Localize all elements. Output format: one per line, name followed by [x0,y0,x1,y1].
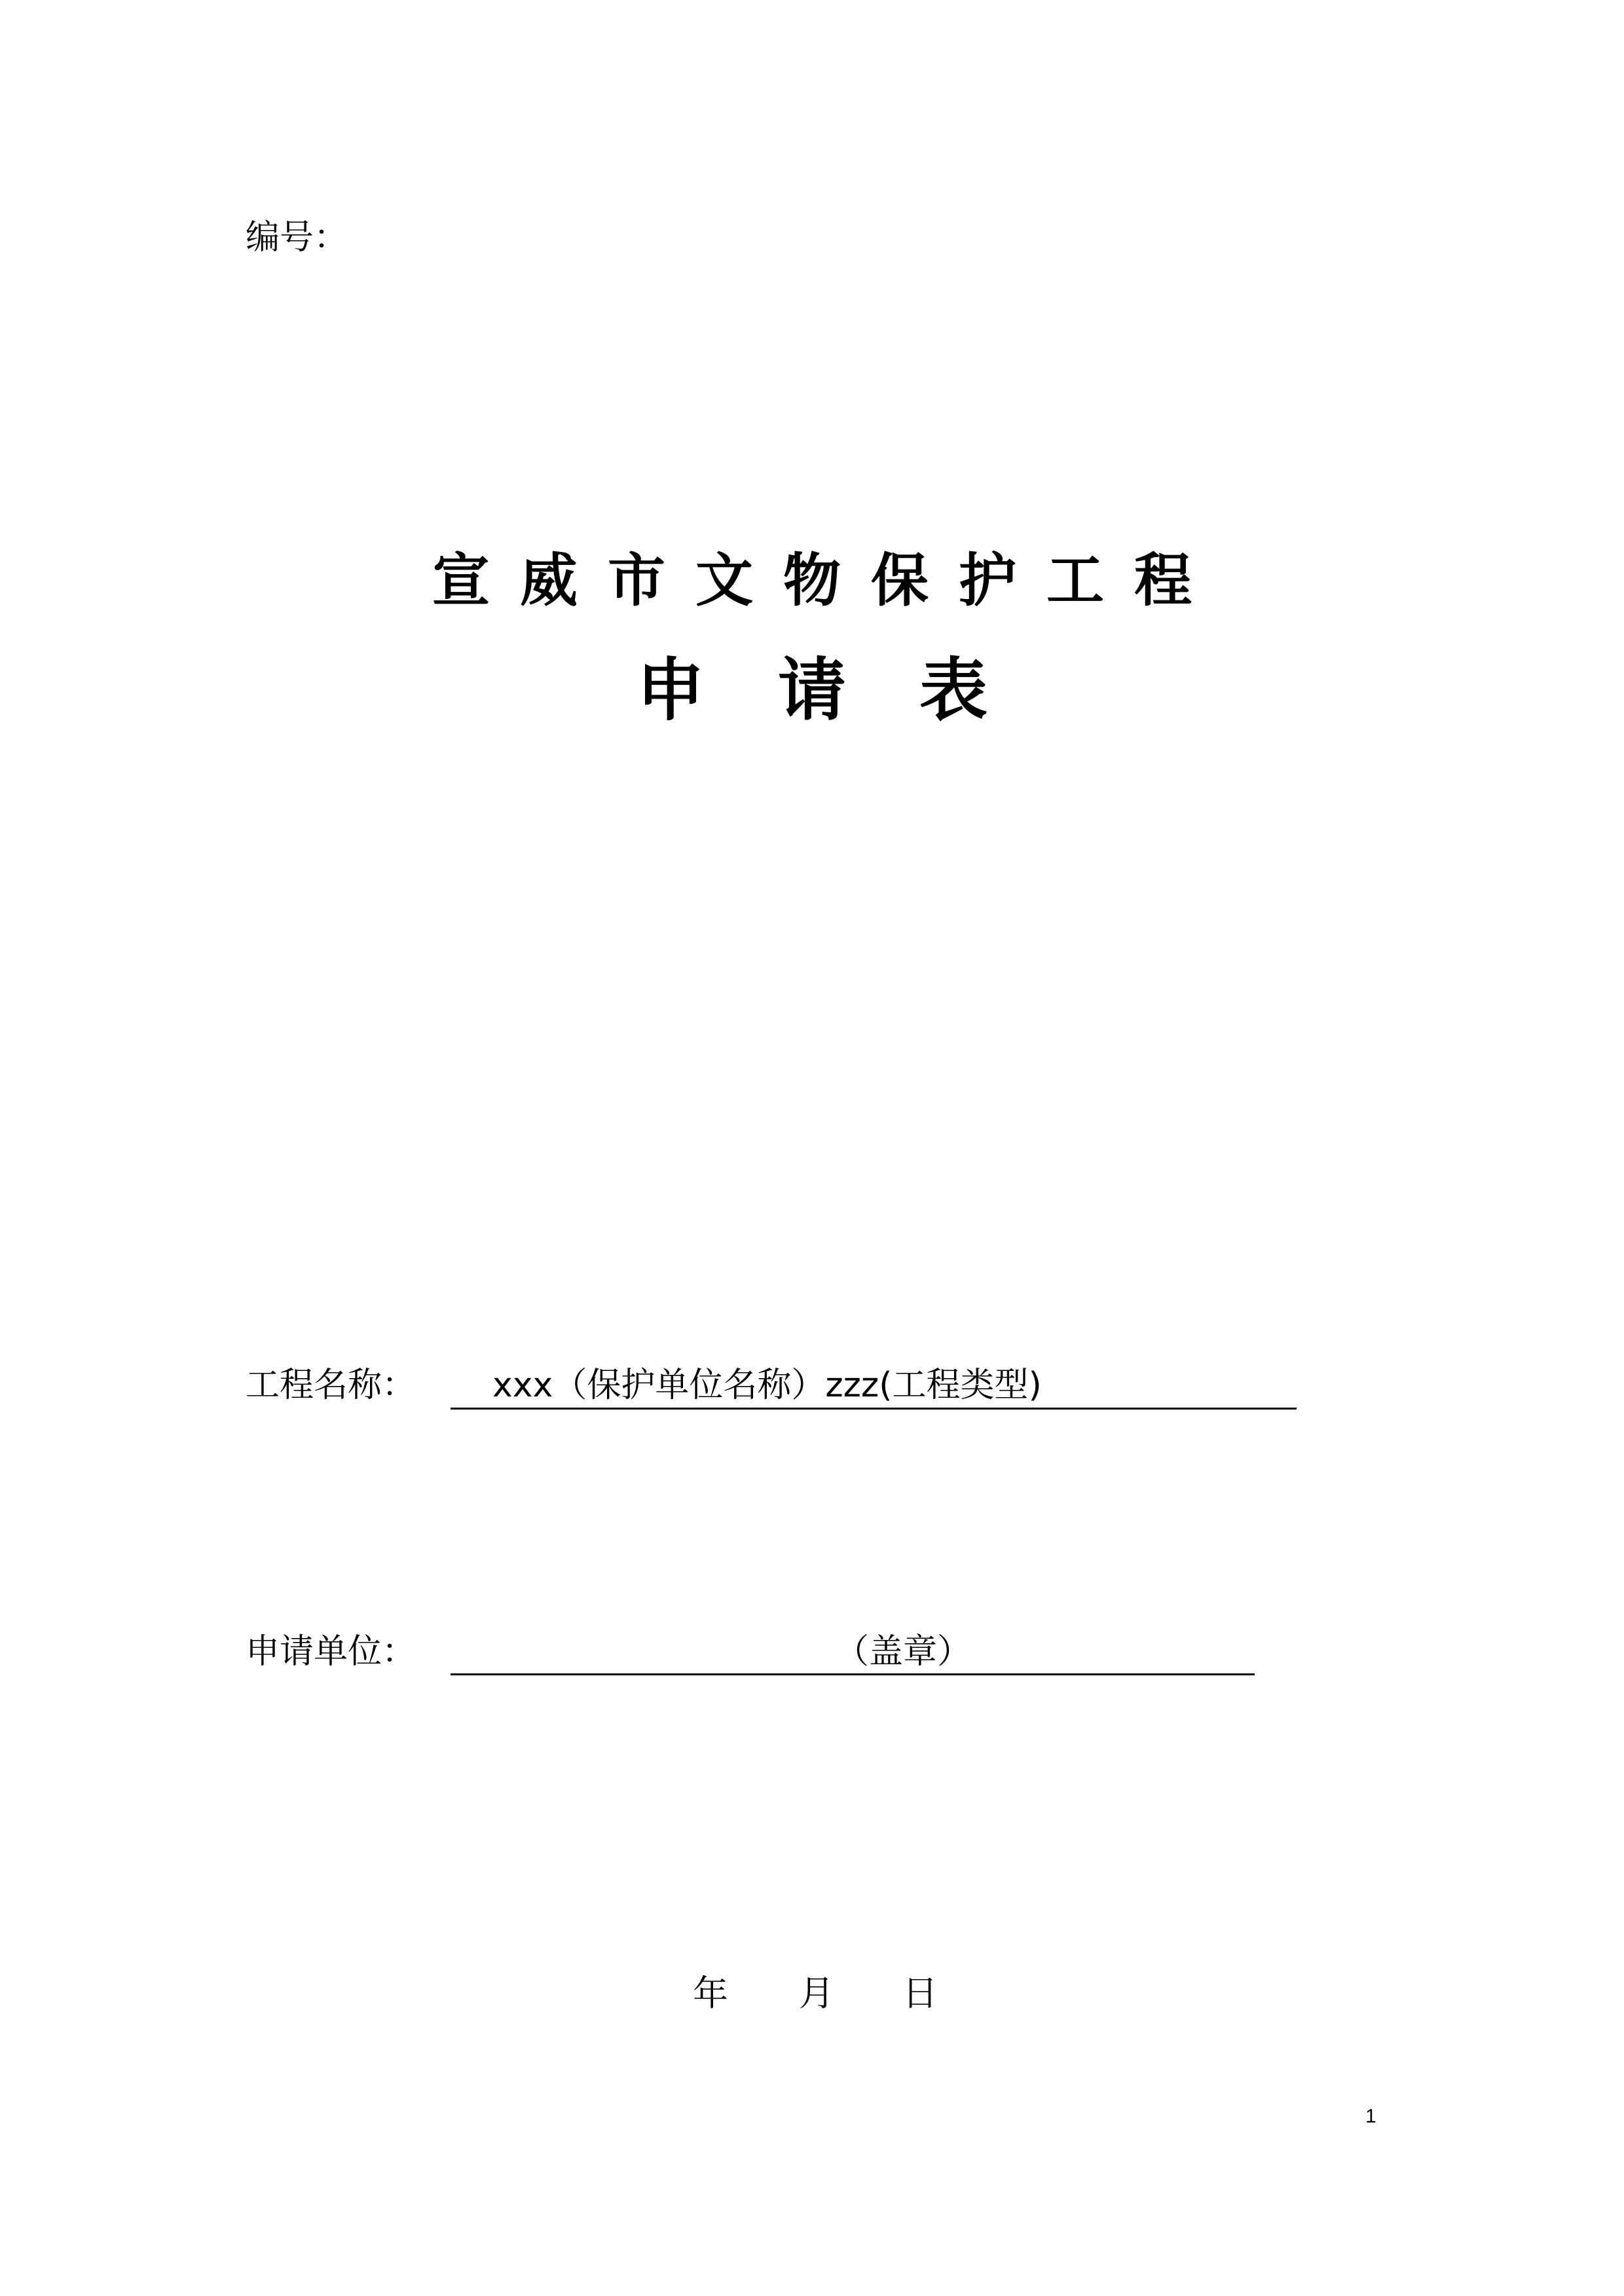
document-title: 宣威市文物保护工程 [432,547,1222,614]
project-name-value: xxx（保护单位名称）zzz(工程类型) [492,1366,1042,1405]
date-day: 日 [902,1973,938,2014]
applicant-seal-note: （盖章） [835,1632,972,1671]
project-name-label: 工程名称： [246,1366,416,1405]
applicant-underline [451,1673,1255,1675]
document-subtitle: 申请表 [636,650,1061,730]
applicant-label: 申请单位： [246,1632,416,1671]
date-month: 月 [799,1973,834,2014]
date-year: 年 [693,1973,728,2014]
project-name-underline [451,1408,1297,1410]
page-number: 1 [1365,2105,1376,2127]
serial-number-label: 编号： [246,218,348,257]
